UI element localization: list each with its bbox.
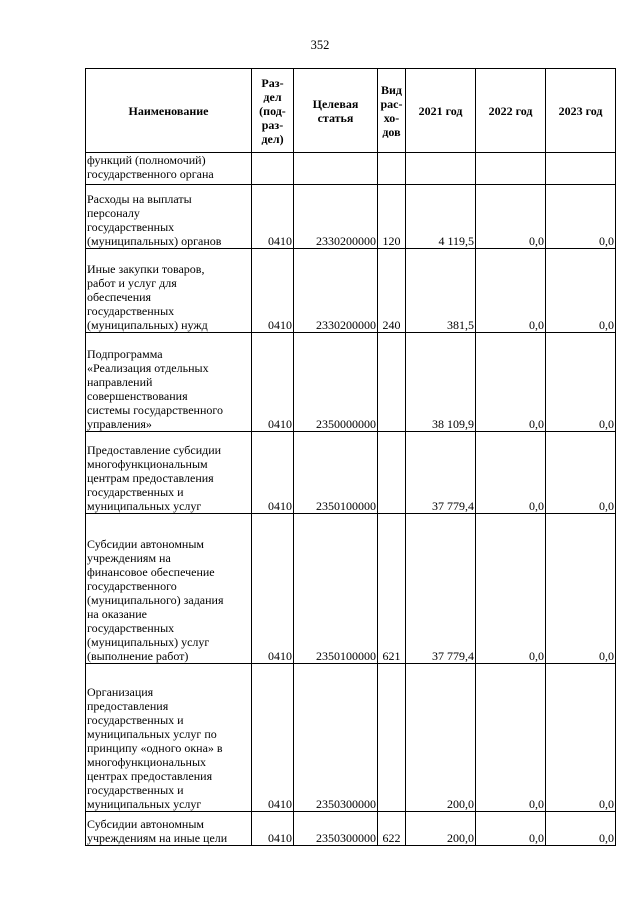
row-name: Организация предоставления государственных и муниципальных услуг по принципу «одного окна» в многофункциональных центрах предоставления государственных и муниципальных услуг: [86, 664, 252, 812]
row-2022: 0,0: [476, 249, 546, 333]
row-section: 0410: [252, 664, 294, 812]
row-section: 0410: [252, 812, 294, 846]
row-target: 2330200000: [294, 249, 378, 333]
row-2022: 0,0: [476, 185, 546, 249]
row-expense: [378, 432, 406, 514]
row-expense: 621: [378, 514, 406, 664]
table-row: [86, 333, 616, 432]
row-2021: 381,5: [406, 249, 476, 333]
row-target: 2350100000: [294, 432, 378, 514]
budget-table: [85, 68, 616, 846]
table-row: [86, 514, 616, 664]
row-target: 2350100000: [294, 514, 378, 664]
header-2023: 2023 год: [546, 69, 616, 153]
table-row: [86, 185, 616, 249]
row-2023: 0,0: [546, 185, 616, 249]
table-row: [86, 812, 616, 846]
row-expense: [378, 153, 406, 185]
row-name: Иные закупки товаров, работ и услуг для обеспечения государственных (муниципальных) нужд: [86, 249, 252, 333]
row-expense: 120: [378, 185, 406, 249]
row-2023: 0,0: [546, 514, 616, 664]
row-2023: 0,0: [546, 333, 616, 432]
row-2023: 0,0: [546, 664, 616, 812]
row-2022: 0,0: [476, 812, 546, 846]
row-2021: 37 779,4: [406, 432, 476, 514]
row-section: 0410: [252, 432, 294, 514]
row-2023: 0,0: [546, 432, 616, 514]
header-2021: 2021 год: [406, 69, 476, 153]
row-2023: 0,0: [546, 812, 616, 846]
row-expense: [378, 664, 406, 812]
header-2022: 2022 год: [476, 69, 546, 153]
table-row: [86, 249, 616, 333]
row-2022: 0,0: [476, 432, 546, 514]
row-expense: [378, 333, 406, 432]
page-number: 352: [310, 38, 330, 52]
row-section: [252, 153, 294, 185]
header-expense: Вид рас- хо- дов: [378, 69, 406, 153]
row-2022: [476, 153, 546, 185]
row-target: 2350300000: [294, 812, 378, 846]
row-section: 0410: [252, 249, 294, 333]
row-section: 0410: [252, 514, 294, 664]
row-2021: [406, 153, 476, 185]
row-2022: 0,0: [476, 333, 546, 432]
row-2022: 0,0: [476, 514, 546, 664]
row-2021: 200,0: [406, 812, 476, 846]
row-2021: 38 109,9: [406, 333, 476, 432]
row-target: [294, 153, 378, 185]
row-target: 2350300000: [294, 664, 378, 812]
row-2022: 0,0: [476, 664, 546, 812]
table-row: [86, 664, 616, 812]
header-row: [86, 69, 616, 153]
header-target: Целевая статья: [294, 69, 378, 153]
row-2021: 4 119,5: [406, 185, 476, 249]
row-expense: 240: [378, 249, 406, 333]
row-name: Субсидии автономным учреждениям на иные цели: [86, 812, 252, 846]
table-row: [86, 432, 616, 514]
row-expense: 622: [378, 812, 406, 846]
row-name: Расходы на выплаты персоналу государственных (муниципальных) органов: [86, 185, 252, 249]
header-name: Наименование: [86, 69, 252, 153]
row-target: 2330200000: [294, 185, 378, 249]
row-name: Предоставление субсидии многофункциональным центрам предоставления государственных и муниципальных услуг: [86, 432, 252, 514]
row-section: 0410: [252, 185, 294, 249]
row-target: 2350000000: [294, 333, 378, 432]
row-2023: 0,0: [546, 249, 616, 333]
row-2023: [546, 153, 616, 185]
row-name: функций (полномочий) государственного органа: [86, 153, 252, 185]
row-name: Субсидии автономным учреждениям на финансовое обеспечение государственного (муниципального) задания на оказание государственных (муниципальных) услуг (выполнение работ): [86, 514, 252, 664]
row-2021: 37 779,4: [406, 514, 476, 664]
header-section: Раз- дел (под- раз- дел): [252, 69, 294, 153]
table-row: [86, 153, 616, 185]
row-2021: 200,0: [406, 664, 476, 812]
row-section: 0410: [252, 333, 294, 432]
row-name: Подпрограмма «Реализация отдельных направлений совершенствования системы государственного управления»: [86, 333, 252, 432]
